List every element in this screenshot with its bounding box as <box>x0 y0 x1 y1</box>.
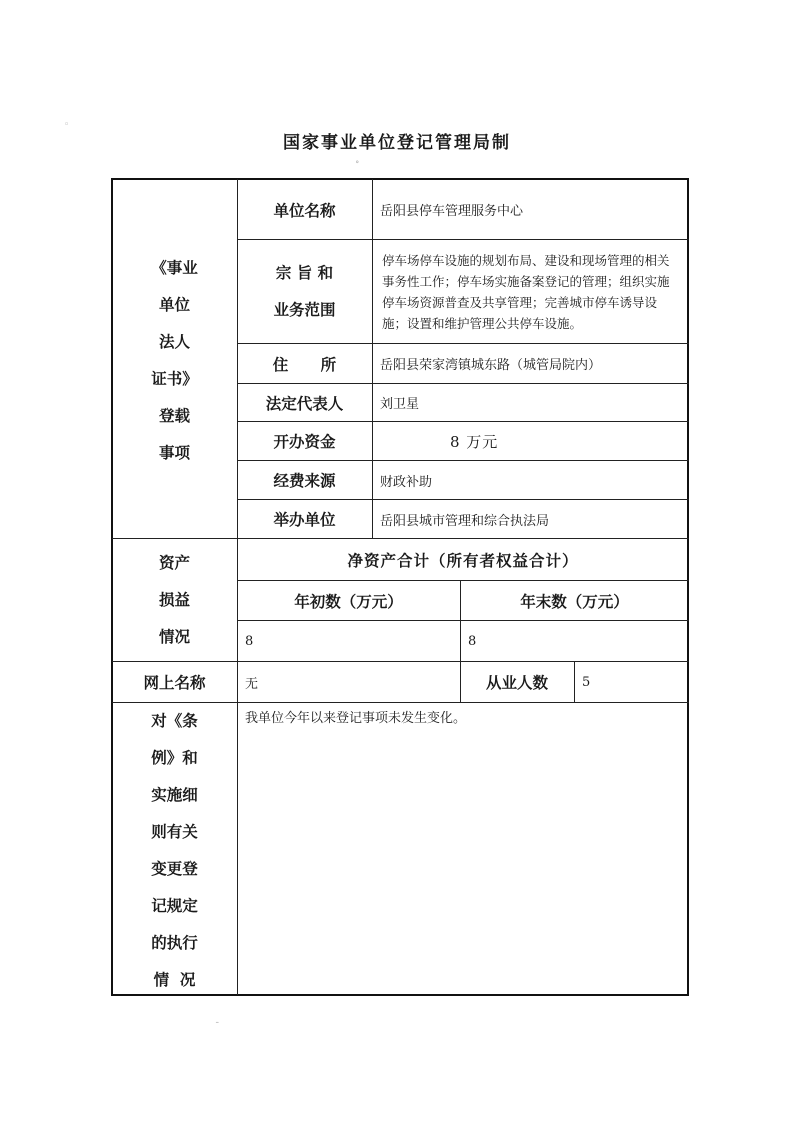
scan-speck: ◦ <box>64 120 70 130</box>
label-line: 损益 <box>158 590 190 609</box>
address-value: 岳阳县荣家湾镇城东路（城管局院内） <box>380 358 602 373</box>
net-assets-header: 净资产合计（所有者权益合计） <box>347 551 579 570</box>
label-line: 《事业 <box>151 259 198 277</box>
funding-source-label: 经费来源 <box>273 472 336 490</box>
scan-speck: ˚ <box>355 162 360 172</box>
label-line: 对《条 <box>151 712 198 730</box>
purpose-value: 停车场停车设施的规划布局、建设和现场管理的相关事务性工作；停车场实施备案登记的管理；组织实施停车场资源普查及共享管理；完善城市停车诱导设施；设置和维护管理公共停车设施。 <box>382 252 670 331</box>
label-line: 单位 <box>158 296 190 314</box>
funding-label: 开办资金 <box>273 433 336 451</box>
label-line: 证书》 <box>151 370 198 388</box>
label-line: 变更登 <box>151 860 198 878</box>
staff-count-label: 从业人数 <box>485 674 548 692</box>
sponsor-value: 岳阳县城市管理和综合执法局 <box>380 513 550 529</box>
label-line: 登载 <box>158 407 190 425</box>
compliance-section-label <box>112 703 237 995</box>
registration-section-label <box>112 246 237 476</box>
label-line: 情况 <box>158 627 190 646</box>
sponsor-label: 举办单位 <box>273 511 336 529</box>
label-line: 情 况 <box>153 971 196 989</box>
website-label: 网上名称 <box>143 674 206 692</box>
begin-year-header: 年初数（万元） <box>294 592 403 611</box>
label-line: 法人 <box>158 333 190 351</box>
legal-rep-label: 法定代表人 <box>265 394 344 413</box>
end-year-header: 年末数（万元） <box>520 592 629 611</box>
unit-name-value: 岳阳县停车管理服务中心 <box>380 204 524 219</box>
page-title: 国家事业单位登记管理局制 <box>283 133 511 153</box>
funding-value: 8 万元 <box>450 432 499 451</box>
purpose-label <box>237 240 372 343</box>
compliance-value: 我单位今年以来登记事项未发生变化。 <box>245 711 467 726</box>
label-line: 宗 旨 和 <box>275 263 334 282</box>
label-line: 例》和 <box>151 749 198 767</box>
label-line: 事项 <box>158 444 190 462</box>
address-label: 住 所 <box>272 355 337 374</box>
label-line: 记规定 <box>151 897 198 915</box>
label-line: 资产 <box>158 553 190 572</box>
label-line: 实施细 <box>151 786 198 804</box>
label-line: 的执行 <box>151 934 198 952</box>
unit-name-label: 单位名称 <box>273 201 336 220</box>
label-line: 则有关 <box>151 823 198 841</box>
label-line: 业务范围 <box>273 300 336 319</box>
end-year-value: 8 <box>468 633 477 649</box>
begin-year-value: 8 <box>245 633 254 649</box>
scan-speck: ˉ <box>215 1022 220 1032</box>
legal-rep-value: 刘卫星 <box>380 397 420 412</box>
staff-count-value: 5 <box>582 674 591 690</box>
funding-source-value: 财政补助 <box>380 474 433 490</box>
assets-section-label <box>112 539 237 661</box>
website-value: 无 <box>245 676 259 692</box>
